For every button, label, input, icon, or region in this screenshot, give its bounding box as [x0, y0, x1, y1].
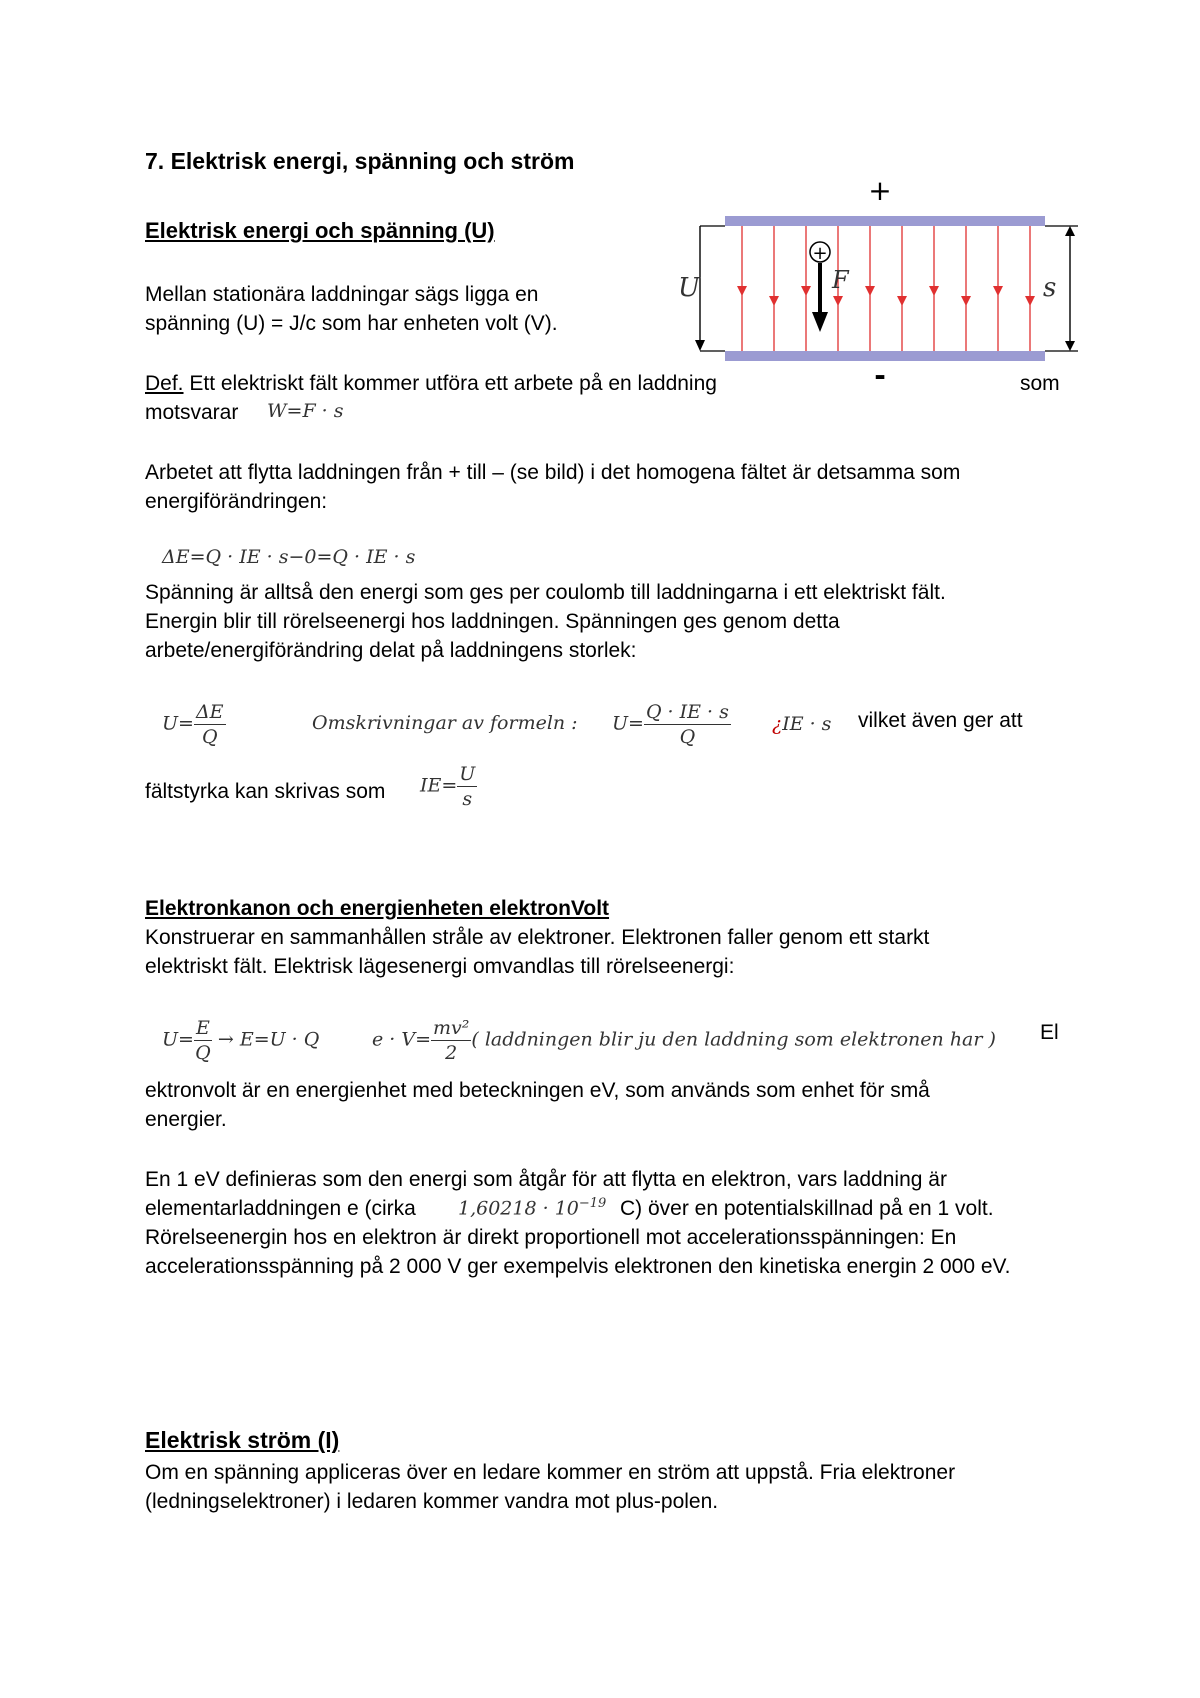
- electron-gun-line-2: elektriskt fält. Elektrisk lägesenergi omvandlas till rörelseenergi:: [145, 955, 735, 978]
- section-heading-energy-voltage: Elektrisk energi och spänning (U): [145, 218, 495, 243]
- paragraph-3-line-1: Spänning är alltså den energi som ges per coulomb till laddningarna i ett elektriskt fält.: [145, 581, 946, 604]
- definition-som: som: [1020, 372, 1060, 395]
- ev-definition-line-2b: C) över en potentialskillnad på en 1 volt.: [620, 1197, 994, 1220]
- field-arrowhead-9: [993, 286, 1003, 296]
- el-fragment: El: [1040, 1021, 1059, 1044]
- paragraph-2-line-1: Arbetet att flytta laddningen från + till – (se bild) i det homogena fältet är detsamma som: [145, 461, 961, 484]
- top-plate: [725, 216, 1045, 226]
- formula-work: W=F · s: [267, 400, 344, 422]
- capacitor-diagram: [650, 170, 1100, 400]
- intro-line-2: spänning (U) = J/c som har enheten volt (V).: [145, 312, 558, 335]
- formula-voltage-rewritten: U= $\frac{Q \cdot IE \cdot s}{Q}$: [612, 701, 729, 748]
- paragraph-3-line-2: Energin blir till rörelseenergi hos laddningen. Spänningen ges genom detta: [145, 610, 840, 633]
- definition-label: Def.: [145, 372, 184, 395]
- formula-voltage: U= $\frac{\Delta E}{Q}$: [162, 701, 224, 748]
- vilket-text: vilket även ger att: [858, 709, 1023, 732]
- field-arrowhead-8: [961, 296, 971, 306]
- distance-label: s: [1043, 273, 1057, 303]
- formula-kinetic-energy: e · V= $\frac{\text{mv²}}{2}$ ( laddningen blir ju den laddning som elektronen har ): [372, 1017, 996, 1064]
- field-arrowhead-5: [865, 286, 875, 296]
- ev-definition-line-1: En 1 eV definieras som den energi som åtgår för att flytta en elektron, vars laddning är: [145, 1168, 947, 1191]
- field-arrowhead-2: [769, 296, 779, 306]
- current-line-1: Om en spänning appliceras över en ledare kommer en ström att uppstå. Fria elektroner: [145, 1461, 956, 1484]
- formula-energy: U= $\frac{E}{Q}$ → E=U · Q: [162, 1017, 320, 1064]
- formula-field-product: ¿IE · s: [772, 713, 832, 735]
- force-label: F: [832, 266, 849, 294]
- formula-elementary-charge: $1,60218 \cdot 10^{-19}$: [458, 1196, 607, 1220]
- field-arrowhead-4: [833, 296, 843, 306]
- field-arrowhead-10: [1025, 296, 1035, 306]
- intro-line-1: Mellan stationära laddningar sägs ligga en: [145, 283, 539, 306]
- electron-gun-line-1: Konstruerar en sammanhållen stråle av elektroner. Elektronen faller genom ett starkt: [145, 926, 930, 949]
- field-arrowhead-3: [801, 286, 811, 296]
- ev-definition-line-2a: elementarladdningen e (cirka: [145, 1197, 416, 1220]
- paragraph-3-line-3: arbete/energiförändring delat på laddningens storlek:: [145, 639, 637, 662]
- definition-text: Ett elektriskt fält kommer utföra ett arbete på en laddning: [183, 372, 717, 395]
- definition-line-2: motsvarar: [145, 401, 239, 424]
- field-lines: [737, 226, 1035, 351]
- field-arrowhead-1: [737, 286, 747, 296]
- field-arrowhead-6: [897, 296, 907, 306]
- plus-terminal-label: +: [868, 174, 892, 207]
- field-strength-text: fältstyrka kan skrivas som: [145, 780, 386, 803]
- section-heading-current: Elektrisk ström (I): [145, 1427, 340, 1453]
- formula-delta-energy: ΔE=Q · IE · s−0=Q · IE · s: [162, 546, 416, 568]
- ev-definition-line-3: Rörelseenergin hos en elektron är direkt proportionell mot accelerationsspänningen: En: [145, 1226, 957, 1249]
- electronvolt-line-2: energier.: [145, 1108, 227, 1131]
- section-heading-electron-gun: Elektronkanon och energienheten elektronVolt: [145, 897, 610, 920]
- field-arrowhead-7: [929, 286, 939, 296]
- ev-definition-line-4: accelerationsspänning på 2 000 V ger exempelvis elektronen den kinetiska energin 2 000 eV.: [145, 1255, 1011, 1278]
- formula-field-strength: IE= $\frac{U}{s}$: [420, 763, 476, 810]
- paragraph-2-line-2: energiförändringen:: [145, 490, 328, 513]
- page-title: 7. Elektrisk energi, spänning och ström: [145, 148, 575, 174]
- minus-terminal-label: -: [874, 359, 886, 392]
- formula-rewrite-label: Omskrivningar av formeln :: [312, 712, 578, 734]
- charge-sign: +: [812, 243, 828, 264]
- voltage-label: U: [678, 273, 700, 303]
- electronvolt-line-1: ektronvolt är en energienhet med beteckningen eV, som används som enhet för små: [145, 1079, 930, 1102]
- current-line-2: (ledningselektroner) i ledaren kommer vandra mot plus-polen.: [145, 1490, 719, 1513]
- definition-line: [145, 369, 717, 398]
